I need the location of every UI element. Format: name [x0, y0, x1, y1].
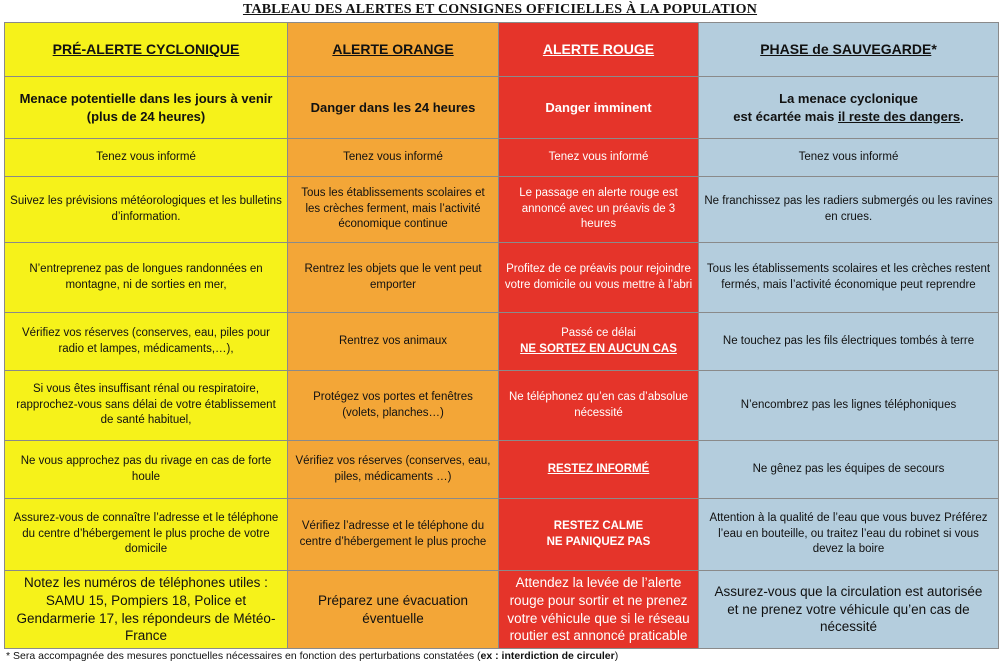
table-cell: Ne gênez pas les équipes de secours [699, 441, 999, 499]
table-cell: Tenez vous informé [499, 139, 699, 177]
table-cell: Profitez de ce préavis pour rejoindre votre domicile ou vous mettre à l’abri [499, 243, 699, 313]
table-row [5, 571, 999, 649]
table-cell: Préparez une évacuation éventuelle [288, 571, 499, 649]
subheader-row [5, 77, 999, 139]
table-row [5, 177, 999, 243]
table-cell: Tous les établissements scolaires et les crèches restent fermés, mais l’activité économique peut reprendre [699, 243, 999, 313]
table-cell: Suivez les prévisions météorologiques et les bulletins d’information. [5, 177, 288, 243]
table-row [5, 441, 999, 499]
header-pre-alerte: PRÉ-ALERTE CYCLONIQUE [5, 23, 288, 77]
table-cell: Tous les établissements scolaires et les crèches ferment, mais l’activité économique continue [288, 177, 499, 243]
table-cell: Ne touchez pas les fils électriques tombés à terre [699, 313, 999, 371]
table-cell: N’encombrez pas les lignes téléphoniques [699, 371, 999, 441]
header-row [5, 23, 999, 77]
table-row [5, 139, 999, 177]
table-cell: Assurez-vous de connaître l’adresse et le téléphone du centre d’hébergement le plus proche de votre domicile [5, 499, 288, 571]
table-cell: Rentrez les objets que le vent peut emporter [288, 243, 499, 313]
subheader-cell: Danger dans les 24 heures [288, 77, 499, 139]
table-cell: Passé ce délai NE SORTEZ EN AUCUN CAS [499, 313, 699, 371]
table-cell: Assurez-vous que la circulation est autorisée et ne prenez votre véhicule qu’en cas de nécessité [699, 571, 999, 649]
table-cell: Notez les numéros de téléphones utiles : SAMU 15, Pompiers 18, Police et Gendarmerie 17, les répondeurs de Météo-France [5, 571, 288, 649]
table-cell: Protégez vos portes et fenêtres (volets, planches…) [288, 371, 499, 441]
table-cell: Rentrez vos animaux [288, 313, 499, 371]
table-cell: Vérifiez vos réserves (conserves, eau, piles pour radio et lampes, médicaments,…), [5, 313, 288, 371]
table-cell: Vérifiez vos réserves (conserves, eau, piles, médicaments …) [288, 441, 499, 499]
subheader-cell: La menace cyclonique est écartée mais il reste des dangers. [699, 77, 999, 139]
table-cell: Attention à la qualité de l’eau que vous buvez Préférez l’eau en bouteille, ou traitez l’eau du robinet si vous devez la boire [699, 499, 999, 571]
table-row [5, 499, 999, 571]
header-alerte-rouge: ALERTE ROUGE [499, 23, 699, 77]
table-cell: RESTEZ CALME NE PANIQUEZ PAS [499, 499, 699, 571]
table-cell: Tenez vous informé [5, 139, 288, 177]
table-cell: N’entreprenez pas de longues randonnées en montagne, ni de sorties en mer, [5, 243, 288, 313]
page-title: TABLEAU DES ALERTES ET CONSIGNES OFFICIELLES À LA POPULATION [242, 2, 758, 17]
header-alerte-orange: ALERTE ORANGE [288, 23, 499, 77]
footnote: * Sera accompagnée des mesures ponctuelles nécessaires en fonction des perturbations constatées (ex : interdiction de circuler) [6, 650, 619, 662]
table-row [5, 371, 999, 441]
table-row [5, 243, 999, 313]
table-cell: Vérifiez l’adresse et le téléphone du centre d’hébergement le plus proche [288, 499, 499, 571]
table-cell: Le passage en alerte rouge est annoncé avec un préavis de 3 heures [499, 177, 699, 243]
subheader-cell: Danger imminent [499, 77, 699, 139]
table-cell: Ne franchissez pas les radiers submergés ou les ravines en crues. [699, 177, 999, 243]
header-phase-sauvegarde: PHASE de SAUVEGARDE* [699, 23, 999, 77]
table-row [5, 313, 999, 371]
table-cell: Tenez vous informé [288, 139, 499, 177]
table-cell: Attendez la levée de l’alerte rouge pour sortir et ne prenez votre véhicule que si le réseau routier est annoncé praticable [499, 571, 699, 649]
table-cell: RESTEZ INFORMÉ [499, 441, 699, 499]
table-cell: Ne vous approchez pas du rivage en cas de forte houle [5, 441, 288, 499]
table-cell: Ne téléphonez qu’en cas d’absolue nécessité [499, 371, 699, 441]
alerts-table [4, 22, 999, 649]
table-cell: Si vous êtes insuffisant rénal ou respiratoire, rapprochez-vous sans délai de votre établissement de santé habituel, [5, 371, 288, 441]
table-cell: Tenez vous informé [699, 139, 999, 177]
subheader-cell: Menace potentielle dans les jours à venir (plus de 24 heures) [5, 77, 288, 139]
